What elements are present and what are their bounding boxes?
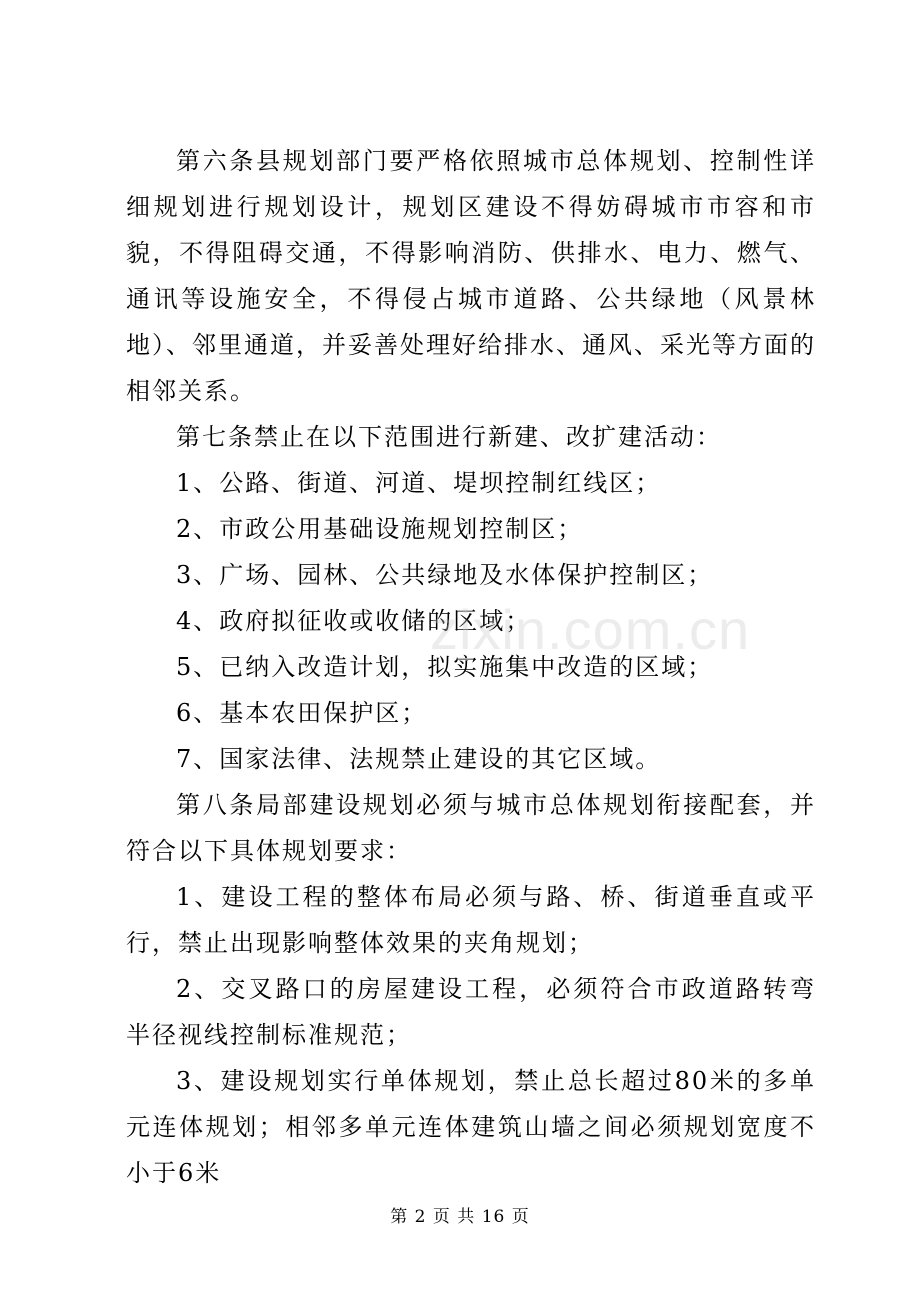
list-item: 2、交叉路口的房屋建设工程，必须符合市政道路转弯半径视线控制标准规范； bbox=[126, 975, 816, 1049]
page-footer: 第 2 页 共 16 页 bbox=[390, 1207, 530, 1227]
list-item: 1、公路、街道、河道、堤坝控制红线区； bbox=[176, 469, 662, 497]
document-body bbox=[126, 138, 816, 1196]
list-item: 5、已纳入改造计划，拟实施集中改造的区域； bbox=[176, 653, 714, 681]
list-item: 6、基本农田保护区； bbox=[176, 699, 428, 727]
paragraph-article-8: 第八条局部建设规划必须与城市总体规划衔接配套，并符合以下具体规划要求： bbox=[126, 791, 816, 865]
list-item: 3、广场、园林、公共绿地及水体保护控制区； bbox=[176, 561, 714, 589]
list-item: 2、市政公用基础设施规划控制区； bbox=[176, 515, 584, 543]
list-item: 4、政府拟征收或收储的区域； bbox=[176, 607, 532, 635]
list-item: 3、建设规划实行单体规划，禁止总长超过80米的多单元连体规划；相邻多单元连体建筑山墙之间必须规划宽度不小于6米 bbox=[126, 1067, 816, 1187]
list-item: 7、国家法律、法规禁止建设的其它区域。 bbox=[176, 745, 662, 773]
paragraph-article-6: 第六条县规划部门要严格依照城市总体规划、控制性详细规划进行规划设计，规划区建设不得妨碍城市市容和市貌，不得阻碍交通，不得影响消防、供排水、电力、燃气、通讯等设施安全，不得侵占城市道路、公共绿地（风景林地）、邻里通道，并妥善处理好给排水、通风、采光等方面的相邻关系。 bbox=[126, 147, 816, 405]
watermark: zixin.com.cn bbox=[430, 598, 751, 661]
paragraph-article-7: 第七条禁止在以下范围进行新建、改扩建活动： bbox=[176, 423, 722, 451]
list-item: 1、建设工程的整体布局必须与路、桥、街道垂直或平行，禁止出现影响整体效果的夹角规划； bbox=[126, 883, 816, 957]
